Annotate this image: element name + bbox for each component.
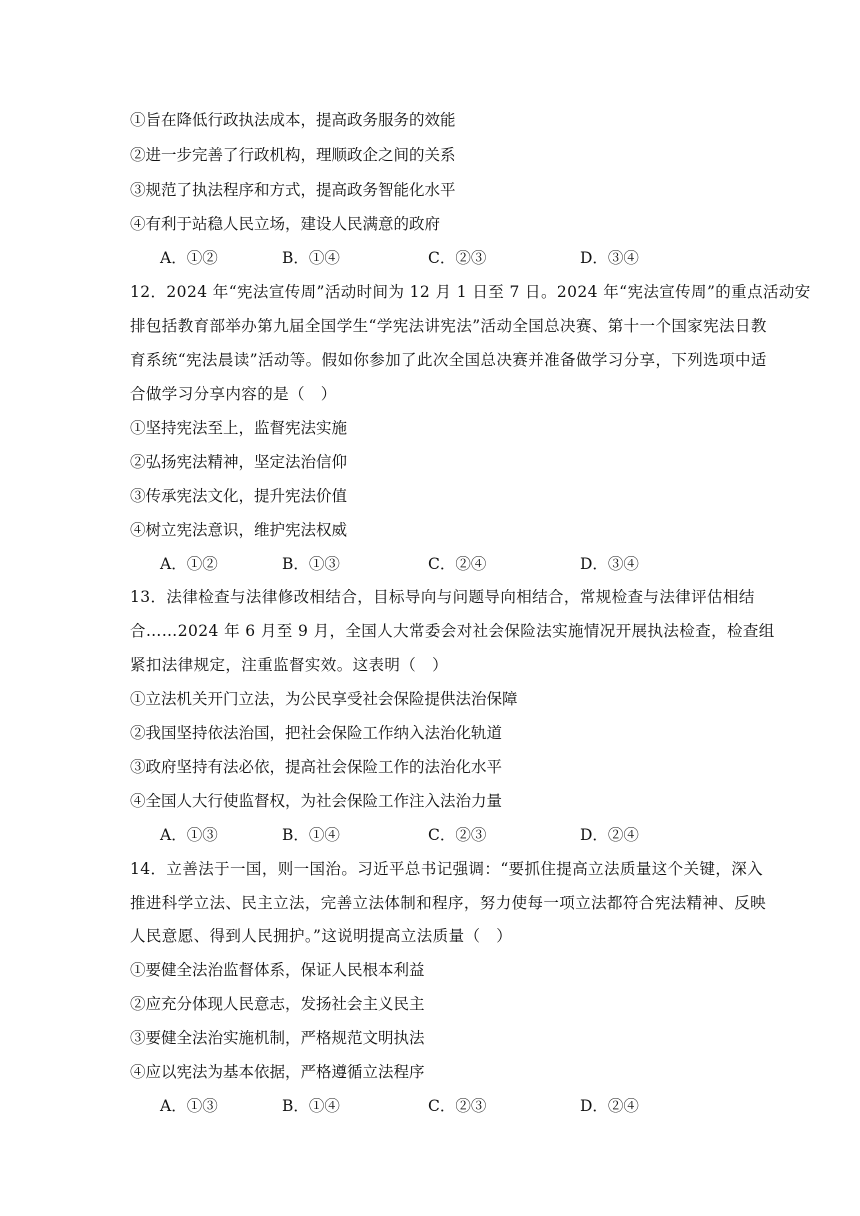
- q12-statement-2: ②弘扬宪法精神，坚定法治信仰: [130, 453, 348, 471]
- q14-statement-3: ③要健全法治实施机制，严格规范文明执法: [130, 1029, 425, 1047]
- q13-options: [160, 825, 720, 845]
- q14-option-c[interactable]: C．②③: [428, 1097, 487, 1115]
- q14-option-b[interactable]: B．①④: [282, 1097, 340, 1115]
- q12-stem-line-3: 育系统“宪法晨读”活动等。假如你参加了此次全国总决赛并准备做学习分享，下列选项中适: [130, 351, 767, 369]
- q12-stem-line-1: 12．2024 年“宪法宣传周”活动时间为 12 月 1 日至 7 日。2024 年“宪法宣传周”的重点活动安: [130, 283, 811, 301]
- q14-stem-line-3: 人民意愿、得到人民拥护。”这说明提高立法质量（ ）: [130, 927, 513, 945]
- q12-statement-1: ①坚持宪法至上，监督宪法实施: [130, 419, 348, 437]
- q14-statement-1: ①要健全法治监督体系，保证人民根本利益: [130, 961, 425, 979]
- q14-option-d[interactable]: D．②④: [580, 1097, 639, 1115]
- q12-option-c[interactable]: C．②④: [428, 555, 487, 573]
- q12-option-d[interactable]: D．③④: [580, 555, 639, 573]
- q14-option-a[interactable]: A．①③: [160, 1097, 218, 1115]
- q12-statement-3: ③传承宪法文化，提升宪法价值: [130, 487, 348, 505]
- q13-option-c[interactable]: C．②③: [428, 826, 487, 844]
- q11-option-c[interactable]: C．②③: [428, 249, 487, 267]
- q13-stem-line-3: 紧扣法律规定，注重监督实效。这表明（ ）: [130, 656, 449, 674]
- q14-stem-line-1: 14．立善法于一国，则一国治。习近平总书记强调：“要抓住提高立法质量这个关键，深入: [130, 860, 764, 878]
- q11-option-b[interactable]: B．①④: [282, 249, 340, 267]
- q12-stem-line-2: 排包括教育部举办第九届全国学生“学宪法讲宪法”活动全国总决赛、第十一个国家宪法日教: [130, 317, 767, 335]
- q13-stem-line-1: 13．法律检查与法律修改相结合，目标导向与问题导向相结合，常规检查与法律评估相结: [130, 588, 755, 606]
- q11-option-d[interactable]: D．③④: [580, 249, 639, 267]
- q13-option-d[interactable]: D．②④: [580, 826, 639, 844]
- q13-statement-2: ②我国坚持依法治国，把社会保险工作纳入法治化轨道: [130, 724, 503, 742]
- q14-options: [160, 1096, 720, 1116]
- q11-statement-2: ②进一步完善了行政机构，理顺政企之间的关系: [130, 146, 456, 164]
- q13-statement-3: ③政府坚持有法必依，提高社会保险工作的法治化水平: [130, 758, 503, 776]
- q12-option-b[interactable]: B．①③: [282, 555, 340, 573]
- q12-options: [160, 554, 720, 574]
- q12-option-a[interactable]: A．①②: [160, 555, 218, 573]
- q11-option-a[interactable]: A．①②: [160, 249, 218, 267]
- q11-statement-1: ①旨在降低行政执法成本，提高政务服务的效能: [130, 111, 456, 129]
- q13-option-a[interactable]: A．①③: [160, 826, 218, 844]
- q14-stem-line-2: 推进科学立法、民主立法，完善立法体制和程序，努力使每一项立法都符合宪法精神、反映: [130, 894, 767, 912]
- q14-statement-2: ②应充分体现人民意志，发扬社会主义民主: [130, 995, 425, 1013]
- q12-statement-4: ④树立宪法意识，维护宪法权威: [130, 521, 348, 539]
- q11-statement-4: ④有利于站稳人民立场，建设人民满意的政府: [130, 215, 441, 233]
- q13-statement-1: ①立法机关开门立法，为公民享受社会保险提供法治保障: [130, 690, 518, 708]
- q13-stem-line-2: 合……2024 年 6 月至 9 月，全国人大常委会对社会保险法实施情况开展执法检查，检查组: [130, 622, 775, 640]
- q11-options: [160, 248, 720, 268]
- q11-statement-3: ③规范了执法程序和方式，提高政务智能化水平: [130, 181, 456, 199]
- q12-stem-line-4: 合做学习分享内容的是（ ）: [130, 385, 337, 403]
- q14-statement-4: ④应以宪法为基本依据，严格遵循立法程序: [130, 1063, 425, 1081]
- q13-option-b[interactable]: B．①④: [282, 826, 340, 844]
- q13-statement-4: ④全国人大行使监督权，为社会保险工作注入法治力量: [130, 792, 503, 810]
